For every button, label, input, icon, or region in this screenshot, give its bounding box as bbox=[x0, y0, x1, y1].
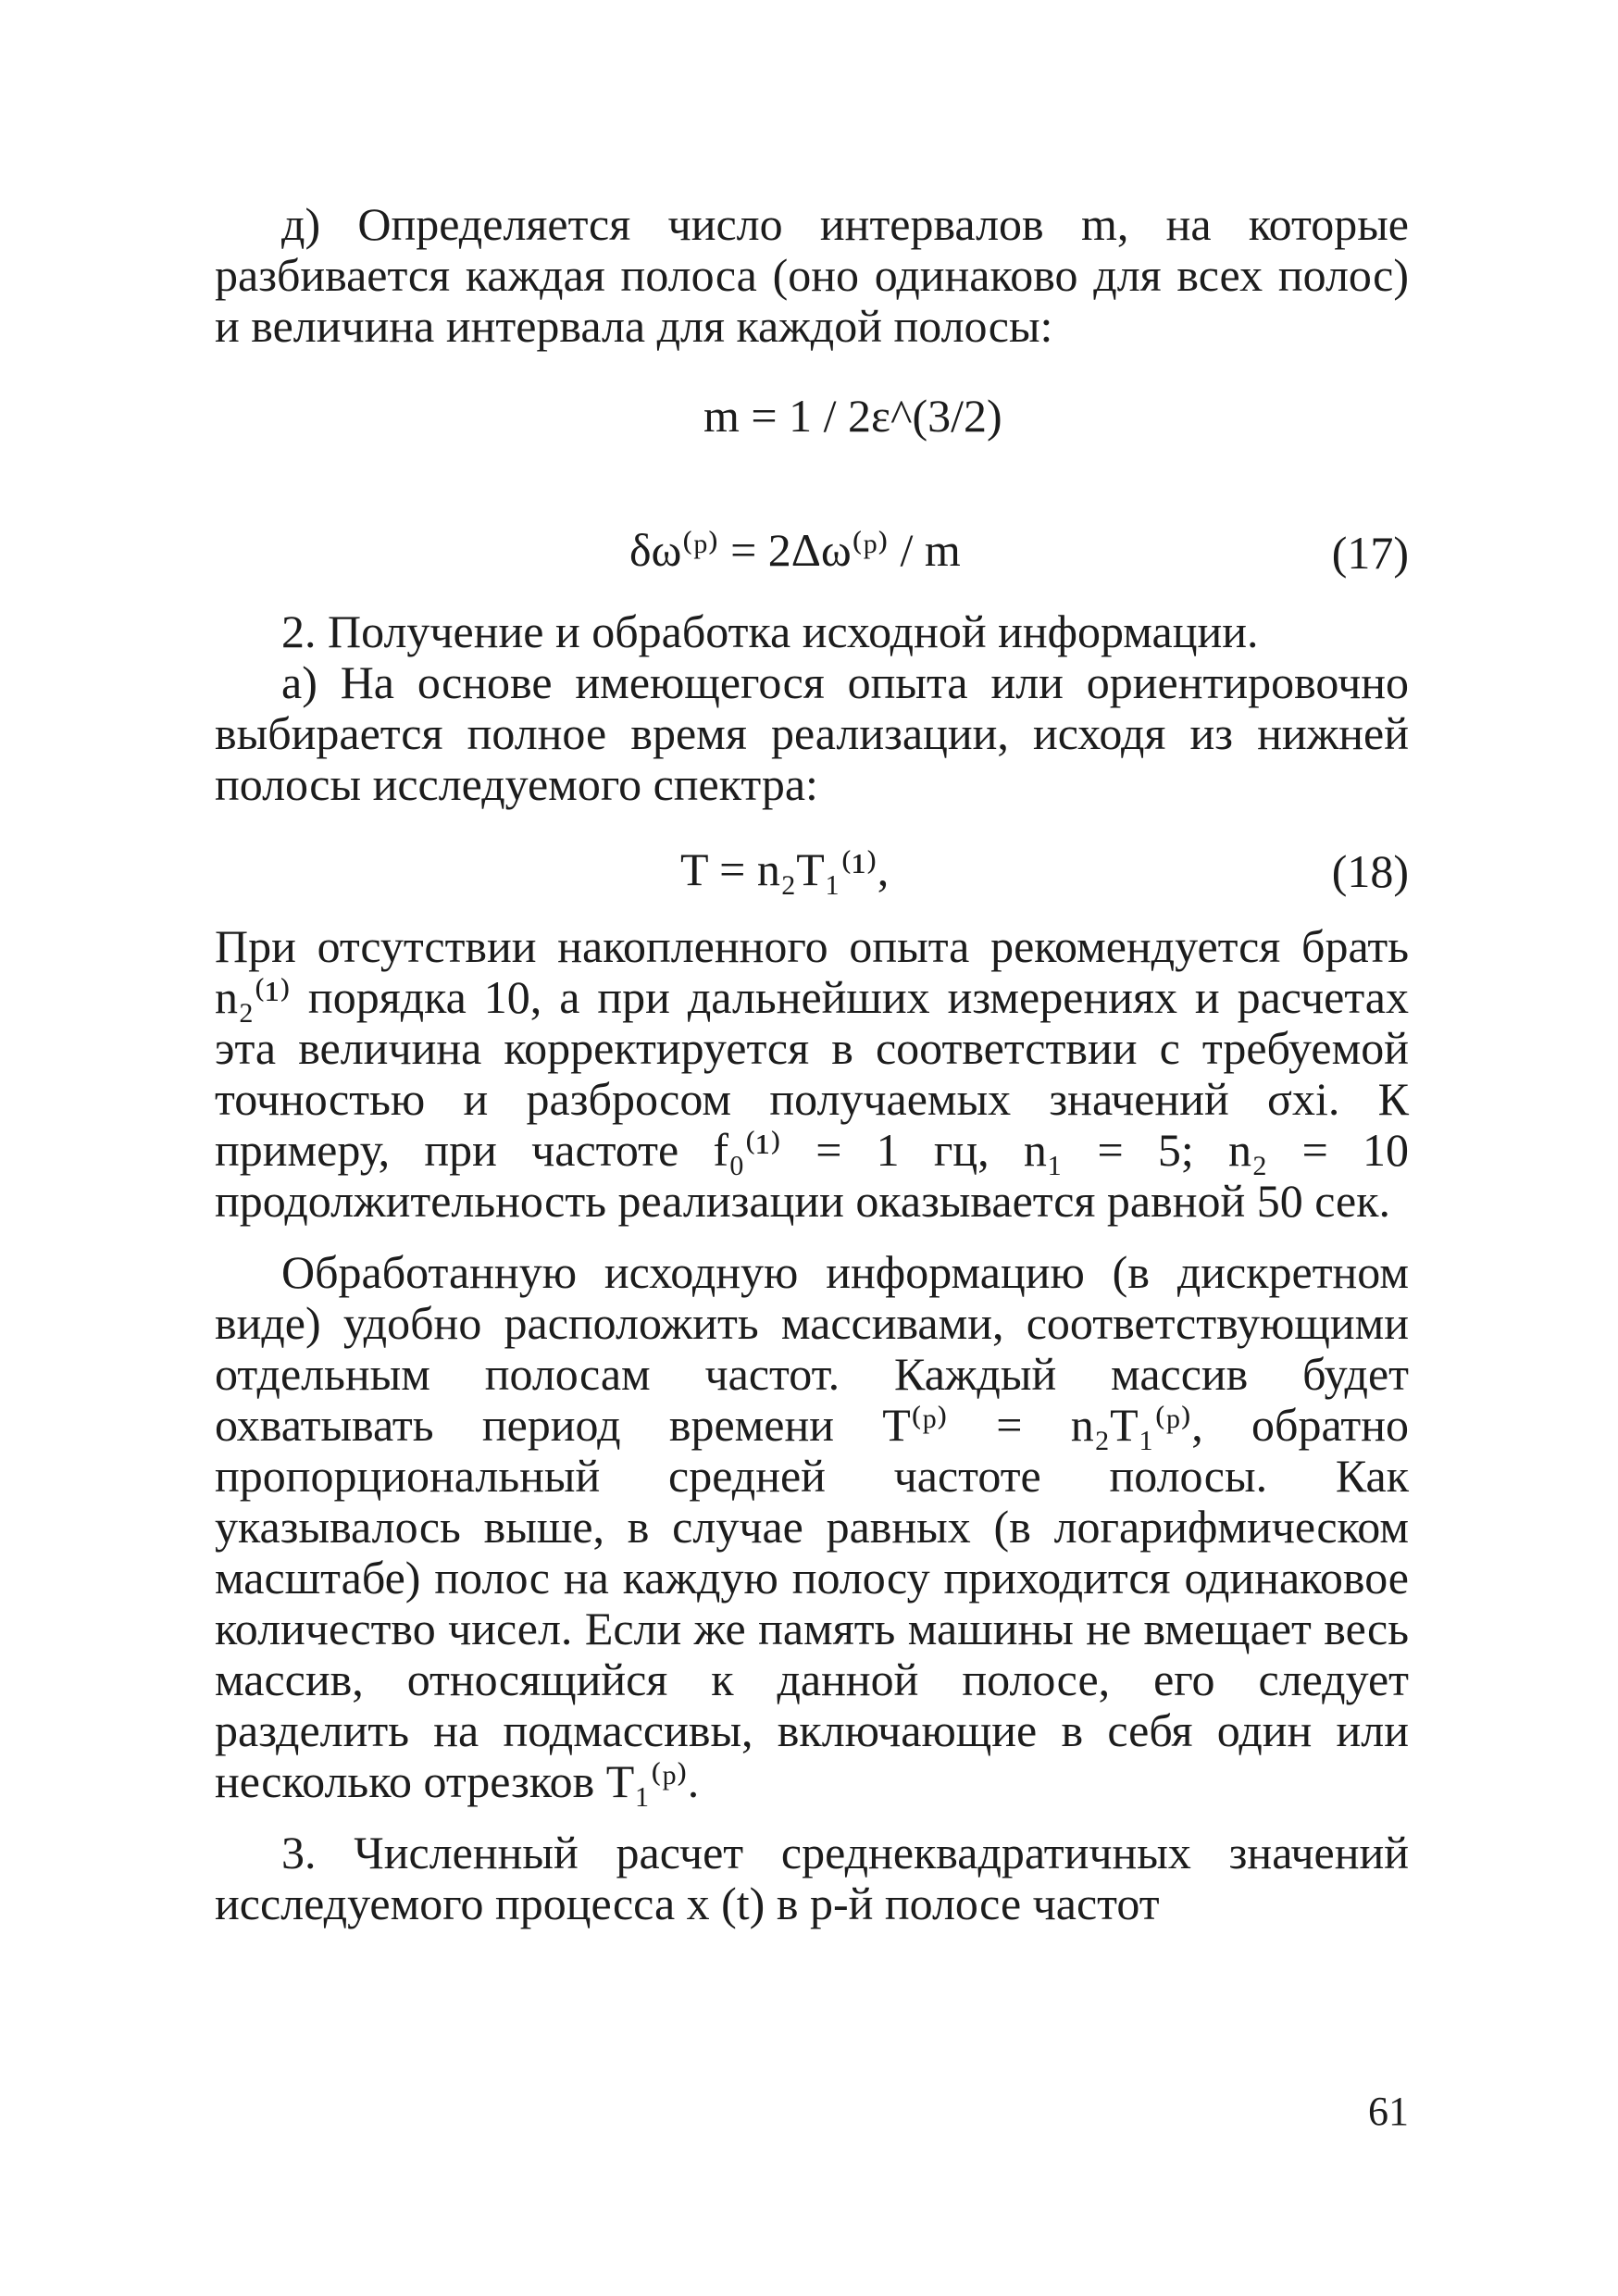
paragraph-d-text: д) Определяется число интервалов m, на которые разбивается каждая полоса (оно одинаково для всех полос) и величина интервала для каждой полосы: bbox=[215, 198, 1409, 352]
body-text bbox=[215, 921, 1409, 1929]
equation-number-18: (18) bbox=[1331, 845, 1409, 897]
page-number: 61 bbox=[1368, 2089, 1409, 2134]
equation-number-17: (17) bbox=[1331, 527, 1409, 579]
section-2 bbox=[215, 606, 1409, 810]
formula-m: m = 1 / 2ε^(3/2) bbox=[703, 390, 1002, 442]
formula-17: δω⁽ᵖ⁾ = 2Δω⁽ᵖ⁾ / m bbox=[629, 524, 961, 576]
formula-18: T = n₂T₁⁽¹⁾, bbox=[680, 843, 890, 895]
section-2-heading: 2. Получение и обработка исходной информации. bbox=[281, 605, 1259, 657]
paragraph-processed: Обработанную исходную информацию (в дискретном виде) удобно расположить массивами, соответствующими отдельным полосам частот. Каждый массив будет охватывать период времени T⁽ᵖ⁾ = n₂T₁⁽ᵖ⁾, обратно пропорциональный средней частоте полосы. Как указывалось выше, в случае равных (в логарифмическом масштабе) полос на каждую полосу приходится одинаковое количество чисел. Если же память машины не вмещает весь массив, относящийся к данной полосе, его следует разделить на подмассивы, включающие в себя один или несколько отрезков T₁⁽ᵖ⁾. bbox=[215, 1246, 1409, 1807]
paragraph-d bbox=[215, 199, 1409, 352]
paragraph-absence: При отсутствии накопленного опыта рекомендуется брать n₂⁽¹⁾ порядка 10, а при дальнейших измерениях и расчетах эта величина корректируется в соответствии с требуемой точностью и разбросом получаемых значений σxi. К примеру, при частоте f₀⁽¹⁾ = 1 гц, n₁ = 5; n₂ = 10 продолжительность реализации оказывается равной 50 сек. bbox=[215, 920, 1409, 1227]
paragraph-3: 3. Численный расчет среднеквадратичных значений исследуемого процесса x (t) в p-й полосе частот bbox=[215, 1827, 1409, 1929]
paragraph-a: а) На основе имеющегося опыта или ориентировочно выбирается полное время реализации, исходя из нижней полосы исследуемого спектра: bbox=[215, 656, 1409, 810]
